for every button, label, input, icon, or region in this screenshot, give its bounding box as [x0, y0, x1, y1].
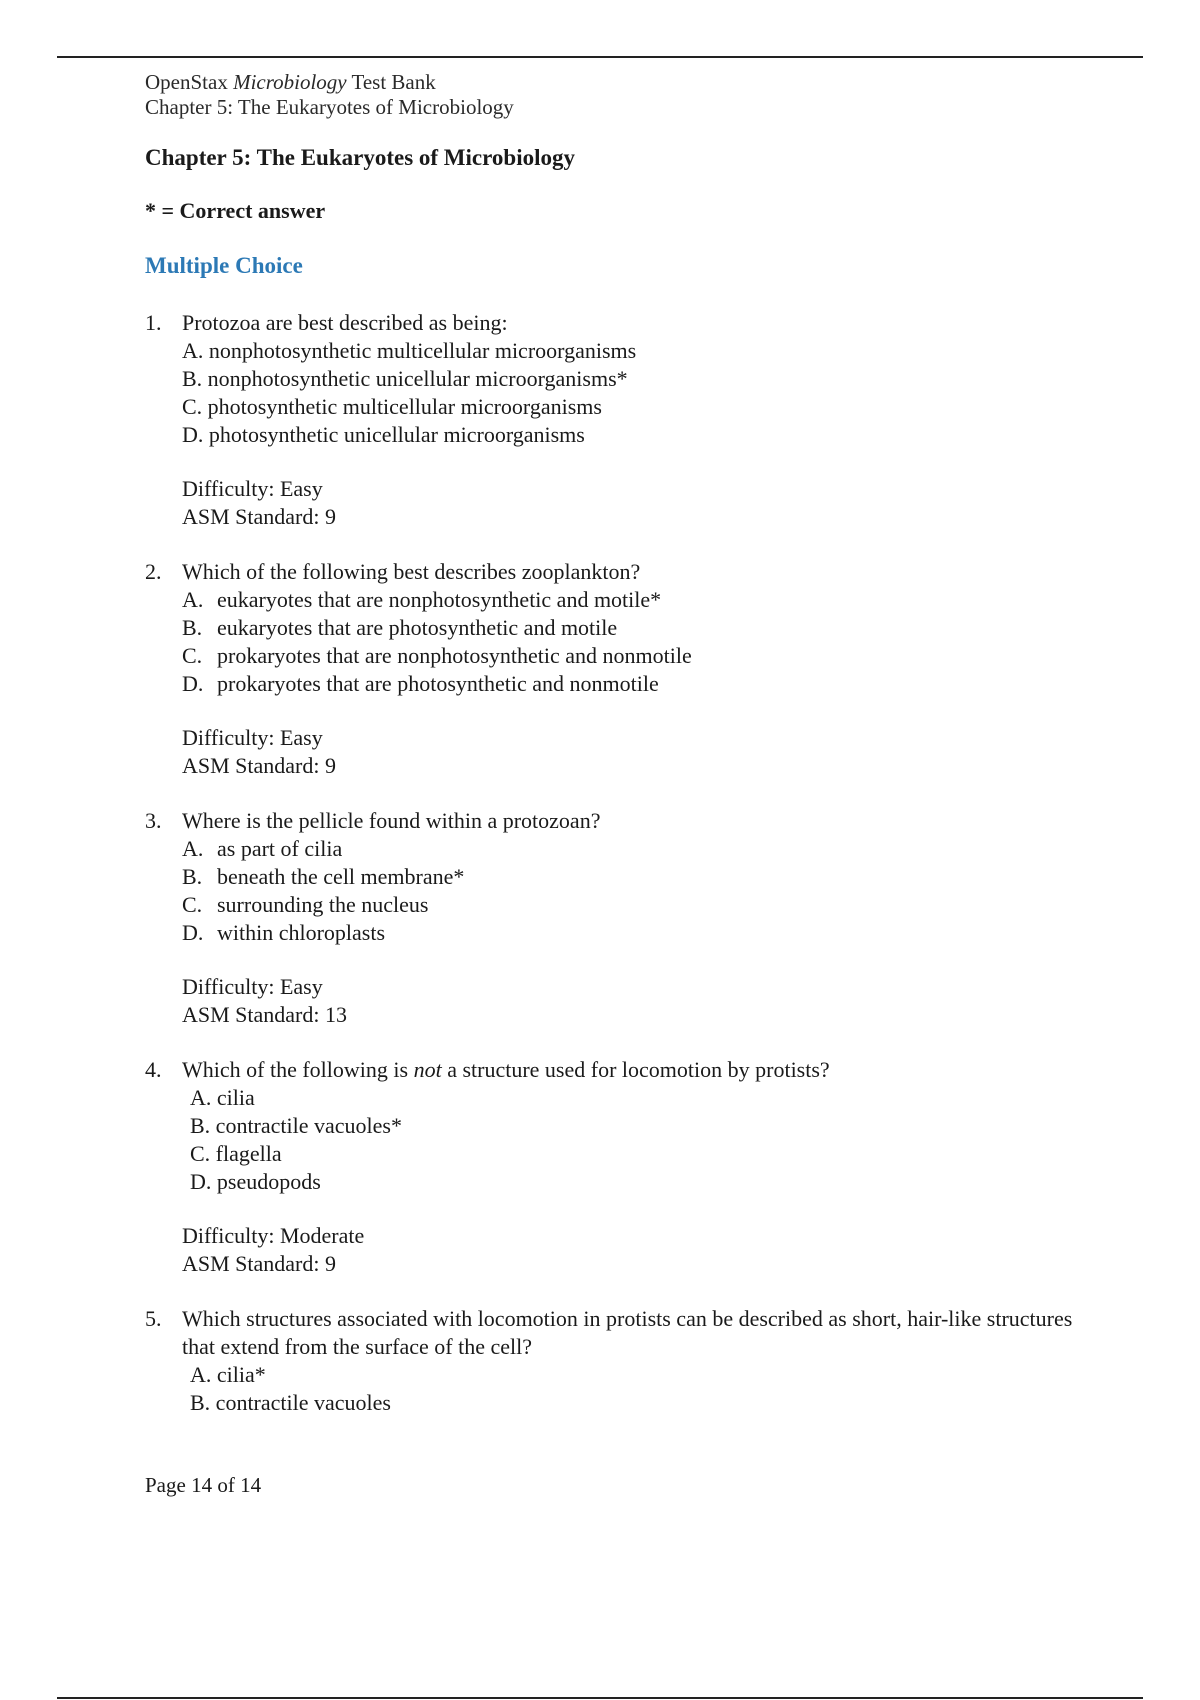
question-2: [145, 558, 1105, 780]
choice-d: D. photosynthetic unicellular microorganisms: [182, 422, 585, 447]
page-footer: Page 14 of 14: [145, 1473, 262, 1497]
choice-letter: C.: [182, 643, 203, 668]
choice-text: eukaryotes that are nonphotosynthetic and motile*: [217, 587, 662, 612]
choice-text: eukaryotes that are photosynthetic and motile: [217, 615, 618, 640]
choice-list: [182, 337, 1105, 449]
asm-standard: ASM Standard: 9: [182, 504, 336, 529]
asm-standard: ASM Standard: 9: [182, 753, 336, 778]
choice-letter: C.: [182, 892, 203, 917]
choice-a: [182, 586, 1105, 614]
question-number: 3.: [145, 808, 162, 833]
header-line-1: OpenStax Microbiology Test Bank: [145, 70, 436, 94]
question-3: [145, 807, 1105, 1029]
choice-a: A. cilia*: [190, 1362, 266, 1387]
difficulty: Difficulty: Easy: [182, 974, 323, 999]
question-text: Which of the following best describes zooplankton?: [182, 559, 641, 584]
choice-list: [182, 586, 1105, 698]
choice-text: as part of cilia: [217, 836, 343, 861]
question-text: Which structures associated with locomotion in protists can be described as short, hair-like structures that extend from the surface of the cell?: [182, 1306, 1073, 1359]
choice-list: [182, 1361, 1105, 1417]
choice-letter: A.: [182, 587, 204, 612]
choice-list: [182, 835, 1105, 947]
choice-a: [182, 835, 1105, 863]
question-5: [145, 1305, 1105, 1417]
document-page: [145, 70, 1105, 1444]
section-heading: Multiple Choice: [145, 253, 303, 278]
choice-b: [182, 863, 1105, 891]
choice-text: prokaryotes that are nonphotosynthetic and nonmotile: [217, 643, 692, 668]
difficulty: Difficulty: Easy: [182, 725, 323, 750]
bottom-rule: [57, 1697, 1143, 1699]
question-meta: [182, 724, 1105, 780]
choice-d: [182, 670, 1105, 698]
difficulty: Difficulty: Easy: [182, 476, 323, 501]
choice-c: [182, 642, 1105, 670]
question-text: Where is the pellicle found within a protozoan?: [182, 808, 601, 833]
choice-d: [182, 919, 1105, 947]
question-number: 1.: [145, 310, 162, 335]
top-rule: [57, 56, 1143, 58]
choice-c: [182, 891, 1105, 919]
question-text: Protozoa are best described as being:: [182, 310, 508, 335]
choice-text: beneath the cell membrane*: [217, 864, 465, 889]
asm-standard: ASM Standard: 13: [182, 1002, 347, 1027]
choice-letter: A.: [182, 836, 204, 861]
choice-letter: D.: [182, 671, 204, 696]
choice-c: C. flagella: [190, 1141, 282, 1166]
choice-c: C. photosynthetic multicellular microorganisms: [182, 394, 602, 419]
chapter-title: Chapter 5: The Eukaryotes of Microbiology: [145, 145, 575, 170]
asm-standard: ASM Standard: 9: [182, 1251, 336, 1276]
choice-a: A. nonphotosynthetic multicellular microorganisms: [182, 338, 637, 363]
choice-b: [182, 614, 1105, 642]
choice-b: B. nonphotosynthetic unicellular microorganisms*: [182, 366, 628, 391]
header-line-2: Chapter 5: The Eukaryotes of Microbiology: [145, 95, 514, 119]
question-list: [145, 309, 1105, 1417]
choice-letter: B.: [182, 864, 203, 889]
choice-letter: B.: [182, 615, 203, 640]
question-text: Which of the following is not a structure used for locomotion by protists?: [182, 1057, 830, 1082]
choice-b: B. contractile vacuoles: [190, 1390, 391, 1415]
question-number: 5.: [145, 1306, 162, 1331]
choice-letter: D.: [182, 920, 204, 945]
choice-text: prokaryotes that are photosynthetic and nonmotile: [217, 671, 659, 696]
question-meta: [182, 973, 1105, 1029]
question-4: [145, 1056, 1105, 1278]
choice-text: within chloroplasts: [217, 920, 386, 945]
difficulty: Difficulty: Moderate: [182, 1223, 365, 1248]
choice-list: [182, 1084, 1105, 1196]
choice-b: B. contractile vacuoles*: [190, 1113, 402, 1138]
question-meta: [182, 1222, 1105, 1278]
answer-legend: * = Correct answer: [145, 198, 326, 223]
question-meta: [182, 475, 1105, 531]
choice-text: surrounding the nucleus: [217, 892, 429, 917]
question-number: 2.: [145, 559, 162, 584]
choice-a: A. cilia: [190, 1085, 255, 1110]
question-1: [145, 309, 1105, 531]
running-header: [145, 70, 1105, 120]
choice-d: D. pseudopods: [190, 1169, 321, 1194]
question-number: 4.: [145, 1057, 162, 1082]
